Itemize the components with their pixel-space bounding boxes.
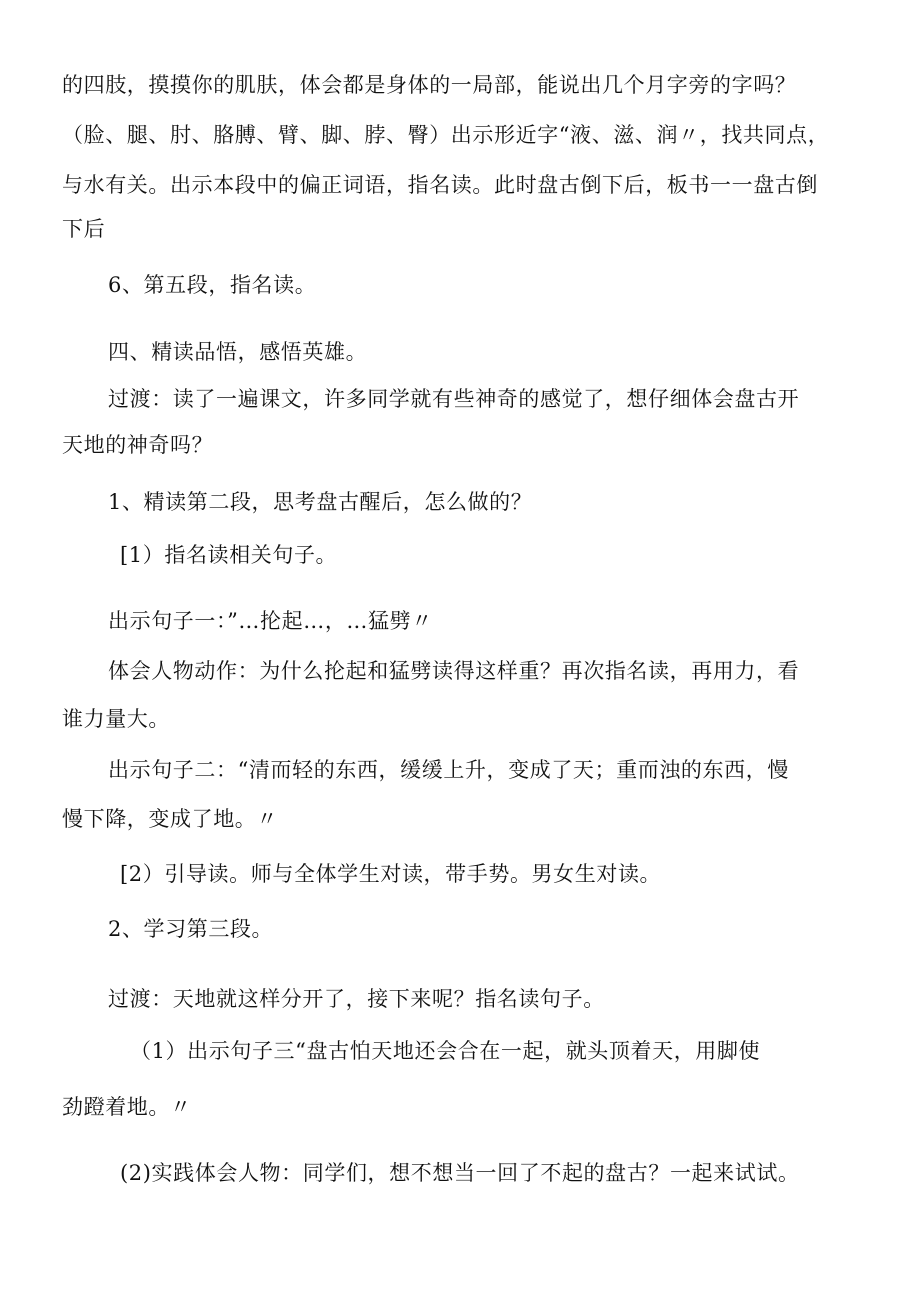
text-line: [1）指名读相关句子。: [120, 543, 338, 567]
text-line: 的四肢，摸摸你的肌肤，体会都是身体的一局部，能说出几个月字旁的字吗？: [62, 73, 797, 97]
text-line: 慢下降，变成了地。〃: [62, 807, 278, 831]
text-line: 1、精读第二段，思考盘古醒后，怎么做的？: [108, 490, 533, 514]
text-line: 6、第五段，指名读。: [108, 273, 317, 297]
text-line: (2)实践体会人物：同学们，想不想当一回了不起的盘古？一起来试试。: [120, 1161, 800, 1185]
text-line: 谁力量大。: [62, 707, 170, 731]
section-heading: 四、精读品悟，感悟英雄。: [108, 340, 368, 364]
text-line: 劲蹬着地。〃: [62, 1095, 192, 1119]
text-line: 过渡：读了一遍课文，许多同学就有些神奇的感觉了，想仔细体会盘古开: [108, 387, 800, 411]
text-line: 出示句子二：“清而轻的东西，缓缓上升，变成了天；重而浊的东西，慢: [108, 758, 789, 782]
text-line: [2）引导读。师与全体学生对读，带手势。男女生对读。: [120, 862, 662, 886]
text-line: 体会人物动作：为什么抡起和猛劈读得这样重？再次指名读，再用力，看: [108, 659, 800, 683]
text-line: （脸、腿、肘、胳膊、臂、脚、脖、臀）出示形近字“液、滋、润〃，找共同点，: [62, 123, 830, 147]
text-line: 天地的神奇吗？: [62, 433, 214, 457]
text-line: 下后: [62, 217, 106, 241]
text-line: 2、学习第三段。: [108, 917, 274, 941]
text-line: 与水有关。出示本段中的偏正词语，指名读。此时盘古倒下后，板书一一盘古倒: [62, 173, 818, 197]
text-line: （1）出示句子三“盘古怕天地还会合在一起，就头顶着天，用脚使: [130, 1039, 761, 1063]
text-line: 过渡：天地就这样分开了，接下来呢？指名读句子。: [108, 987, 605, 1011]
text-line: 出示句子一：”…抡起…，…猛劈〃: [108, 609, 433, 633]
